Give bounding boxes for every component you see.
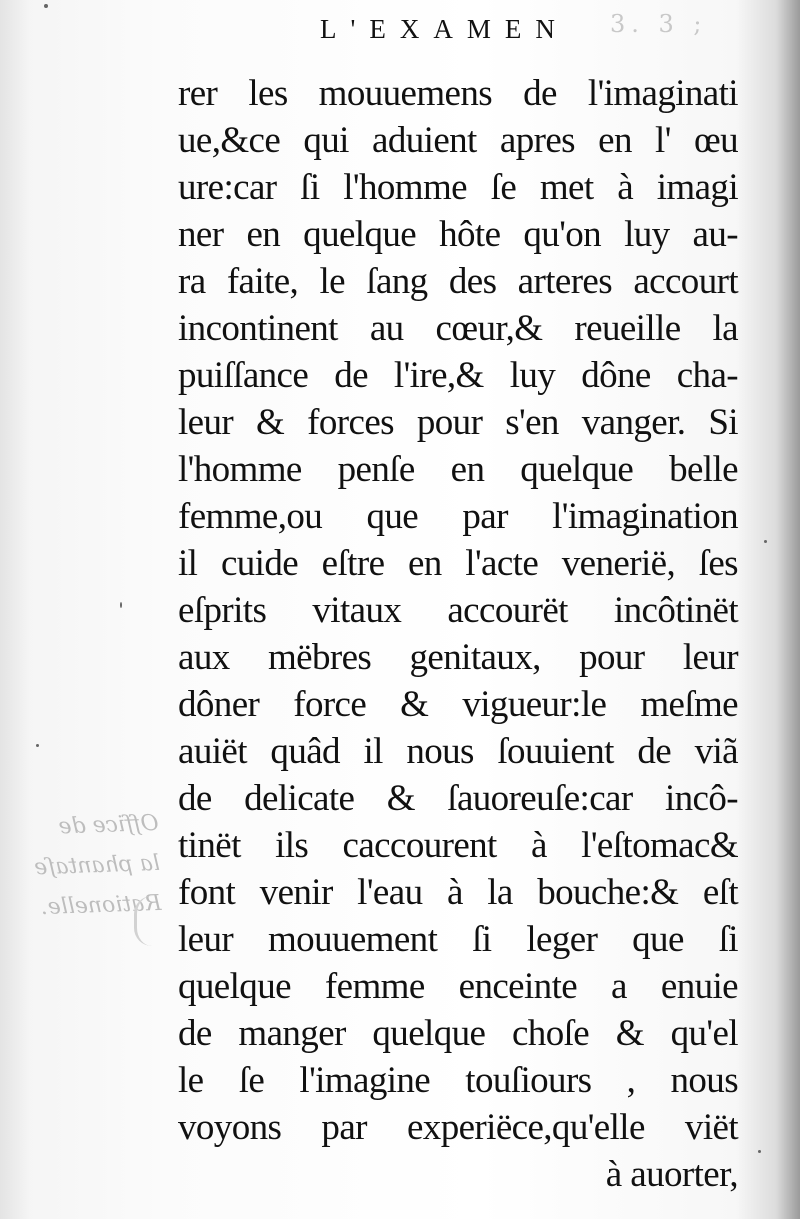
text-line: le ſe l'imagine touſiours , nous: [178, 1060, 738, 1101]
text-line: de manger quelque choſe & qu'el: [178, 1013, 738, 1054]
ink-speck: [764, 540, 767, 543]
text-line: eſprits vitaux accourët incôtinët: [178, 590, 738, 631]
ink-speck: [120, 602, 122, 608]
bleed-through-head: 3. 3 ;: [610, 10, 708, 38]
text-line: ure:car ſi l'homme ſe met à imagi: [178, 167, 738, 208]
text-line: il cuide eſtre en l'acte venerië, ſes: [178, 543, 738, 584]
text-line: leur & forces pour s'en vanger. Si: [178, 402, 738, 443]
page-gutter-shadow: [0, 0, 30, 1219]
margin-bracket-mark: [134, 896, 159, 946]
text-line: incontinent au cœur,& reueille la: [178, 308, 738, 349]
text-line: l'homme penſe en quelque belle: [178, 449, 738, 490]
text-line: tinët ils caccourent à l'eſtomac&: [178, 825, 738, 866]
ink-speck: [36, 744, 39, 747]
text-line: ra faite, le ſang des arteres accourt: [178, 261, 738, 302]
margin-note-line: Office de: [58, 810, 159, 840]
body-text: [178, 70, 738, 1198]
text-line-last: à auorter,: [605, 1154, 738, 1195]
ink-speck: [758, 1150, 761, 1153]
ink-speck: [44, 4, 48, 8]
text-line: ner en quelque hôte qu'on luy au-: [178, 214, 738, 255]
text-line: auiët quâd il nous ſouuient de viã: [178, 731, 738, 772]
margin-note-line: Rationelle.: [40, 890, 162, 921]
text-line: rer les mouuemens de l'imaginati: [178, 73, 738, 114]
running-head: L'EXAMEN: [320, 14, 569, 44]
text-line: femme,ou que par l'imagination: [178, 496, 738, 537]
text-line: dôner force & vigueur:le meſme: [178, 684, 738, 725]
text-line: quelque femme enceinte a enuie: [178, 966, 738, 1007]
text-line: voyons par experiëce,qu'elle viët: [178, 1107, 738, 1148]
text-line: font venir l'eau à la bouche:& eſt: [178, 872, 738, 913]
text-line: ue,&ce qui aduient apres en l' œu: [178, 120, 738, 161]
text-line: de delicate & ſauoreuſe:car incô-: [178, 778, 738, 819]
text-line: aux mëbres genitaux, pour leur: [178, 637, 738, 678]
text-line: leur mouuement ſi leger que ſi: [178, 919, 738, 960]
margin-note-line: la phantaſe: [33, 850, 161, 881]
text-line: puiſſance de l'ire,& luy dône cha-: [178, 355, 738, 396]
